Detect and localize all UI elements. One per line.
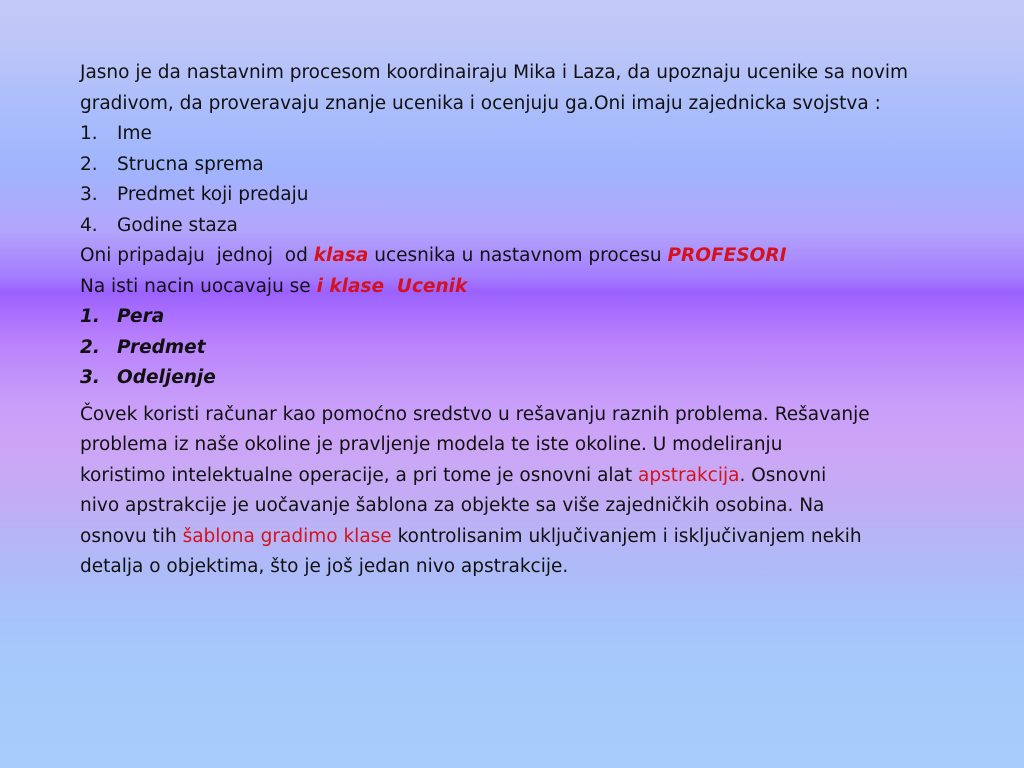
- list-number: 3.: [80, 367, 100, 388]
- klasa-line-mid: ucesnika u nastavnom procesu: [368, 245, 668, 266]
- list-number: 4.: [80, 214, 98, 236]
- attribute-list: [80, 119, 950, 241]
- intro-paragraph: Jasno je da nastavnim procesom koordinairaju Mika i Laza, da upoznaju ucenike sa novim gradivom, da proveravaju znanje ucenika i ocenjuju ga.Oni imaju zajednicka svojstva :: [80, 62, 909, 114]
- list-label: Godine staza: [117, 214, 238, 236]
- list-label: Predmet: [117, 336, 206, 358]
- apstrakcija-keyword: apstrakcija: [638, 464, 740, 486]
- abstraction-part1: Čovek koristi računar kao pomoćno sredstvo u rešavanju raznih problema. Rešavanje problema iz naše okoline je pravljenje modela te iste okoline. U modeliranju koristimo intelektualne operacije, a pri tome je osnovni alat: [80, 403, 870, 486]
- list-label: Odeljenje: [117, 367, 216, 388]
- list-label: Pera: [117, 306, 165, 327]
- ucenik-line: [80, 272, 950, 303]
- list-number: 2.: [80, 153, 98, 175]
- list-number: 1.: [80, 123, 98, 144]
- klasa-line: [80, 241, 950, 272]
- list-label: Predmet koji predaju: [117, 184, 309, 205]
- klasa-keyword: klasa: [313, 245, 369, 266]
- ucenik-keyword: i klase Ucenik: [316, 275, 468, 297]
- list-item: [80, 150, 950, 181]
- list-item: [80, 302, 950, 333]
- list-item: [80, 211, 950, 242]
- list-item: [80, 333, 950, 364]
- ucenik-line-pre: Na isti nacin uocavaju se: [80, 275, 317, 297]
- sablona-keyword: šablona gradimo klase: [182, 525, 392, 547]
- list-number: 2.: [80, 336, 100, 358]
- list-label: Ime: [117, 123, 152, 144]
- klasa-line-pre: Oni pripadaju jednoj od: [80, 245, 314, 266]
- abstraction-part3: kontrolisanim uključivanjem i isključivanjem nekih detalja o objektima, što je još jedan nivo apstrakcije.: [80, 525, 862, 577]
- list-item: [80, 119, 950, 150]
- list-item: [80, 363, 950, 394]
- ucenik-attribute-list: [80, 302, 950, 394]
- list-number: 3.: [80, 184, 98, 205]
- list-number: 1.: [80, 306, 100, 327]
- abstraction-paragraph: [80, 400, 870, 583]
- slide-body: [80, 58, 950, 583]
- list-label: Strucna sprema: [117, 153, 264, 175]
- list-item: [80, 180, 950, 211]
- abstraction-part2: . Osnovni nivo apstrakcije je uočavanje šablona za objekte sa više zajedničkih osobina. Na osnovu tih: [80, 464, 827, 547]
- profesori-keyword: PROFESORI: [667, 245, 787, 266]
